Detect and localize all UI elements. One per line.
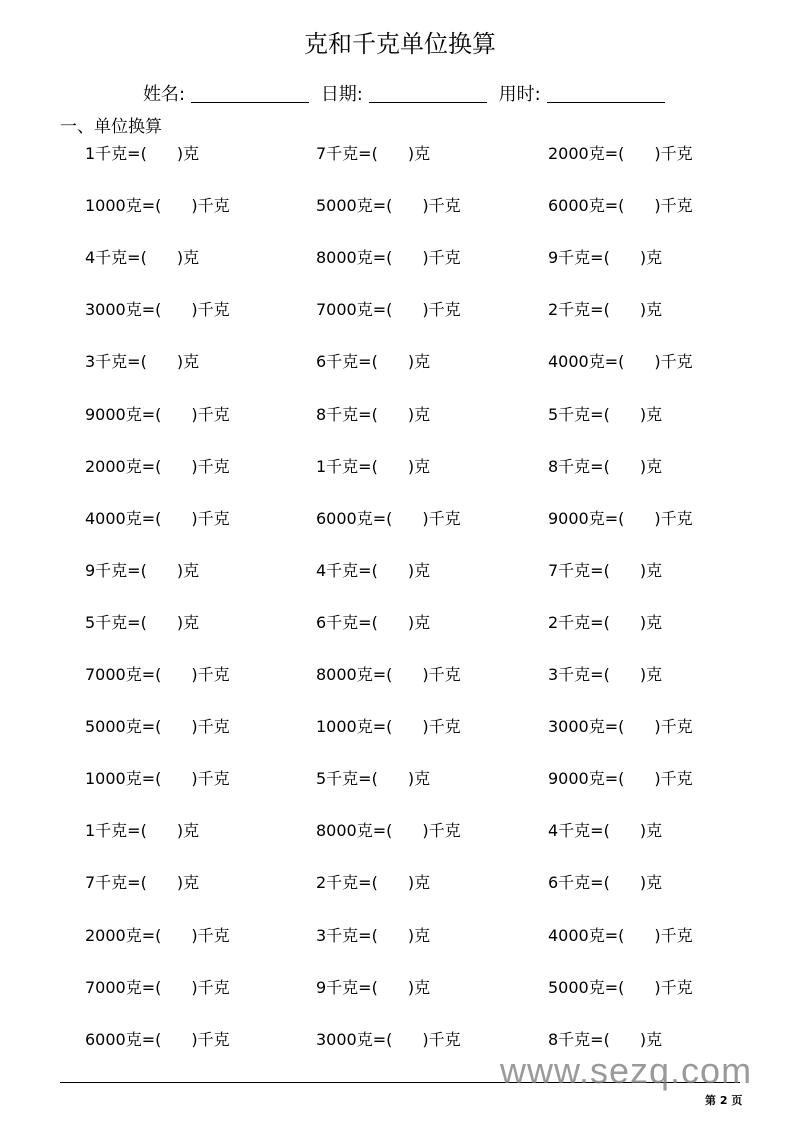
problem-unit: )克 xyxy=(176,352,200,372)
problem-question: 3千克=( xyxy=(548,665,610,684)
conversion-problem xyxy=(548,975,693,998)
problem-question: 4000克=( xyxy=(548,925,625,945)
conversion-problem xyxy=(85,662,230,685)
problem-unit: )克 xyxy=(407,456,431,476)
conversion-problem xyxy=(316,193,461,216)
problem-question: 5千克=( xyxy=(316,769,378,789)
problem-unit: )千克 xyxy=(422,665,461,684)
conversion-problem xyxy=(548,245,662,268)
problem-question: 2千克=( xyxy=(548,612,610,632)
problem-row xyxy=(0,870,800,894)
problem-question: 4000克=( xyxy=(548,352,625,372)
conversion-problem xyxy=(316,245,461,268)
problem-row xyxy=(0,349,800,373)
problem-row xyxy=(0,506,800,530)
conversion-problem xyxy=(85,766,230,789)
problem-unit: )千克 xyxy=(654,769,693,789)
problem-question: 6千克=( xyxy=(316,612,378,632)
conversion-problem xyxy=(316,610,430,633)
problem-unit: )克 xyxy=(639,612,663,632)
problem-question: 1000克=( xyxy=(85,769,162,789)
problem-unit: )千克 xyxy=(654,977,693,997)
problem-question: 3000克=( xyxy=(316,1029,393,1049)
problem-question: 1千克=( xyxy=(85,821,147,841)
problem-unit: )千克 xyxy=(422,1029,461,1049)
conversion-problem xyxy=(316,818,461,841)
problem-question: 2000克=( xyxy=(85,456,162,476)
problem-unit: )克 xyxy=(407,612,431,632)
problem-unit: )千克 xyxy=(422,821,461,841)
problem-unit: )千克 xyxy=(654,196,693,216)
conversion-problem xyxy=(548,506,693,529)
problem-question: 7000克=( xyxy=(85,665,162,684)
conversion-problem xyxy=(85,245,199,268)
problem-question: 8千克=( xyxy=(548,456,610,476)
problem-unit: )千克 xyxy=(191,769,230,789)
problem-unit: )千克 xyxy=(191,300,230,320)
problem-question: 4千克=( xyxy=(316,560,378,580)
conversion-problem xyxy=(548,923,693,946)
problem-question: 9千克=( xyxy=(85,560,147,580)
conversion-problem xyxy=(548,662,662,685)
problem-question: 9000克=( xyxy=(548,508,625,528)
problem-row xyxy=(0,714,800,738)
conversion-problem xyxy=(548,818,662,841)
conversion-problem xyxy=(548,297,662,320)
problem-question: 8000克=( xyxy=(316,821,393,841)
problem-row xyxy=(0,766,800,790)
problem-unit: )克 xyxy=(639,560,663,580)
problem-unit: )千克 xyxy=(191,665,230,684)
time-blank[interactable] xyxy=(547,84,665,103)
problem-unit: )千克 xyxy=(654,508,693,528)
problem-question: 6千克=( xyxy=(316,352,378,372)
conversion-problem xyxy=(85,141,199,164)
problem-unit: )千克 xyxy=(422,508,461,528)
problem-unit: )克 xyxy=(639,456,663,476)
problem-unit: )千克 xyxy=(191,977,230,997)
problem-question: 9千克=( xyxy=(548,248,610,268)
conversion-problem xyxy=(316,558,430,581)
conversion-problem xyxy=(85,558,199,581)
problem-row xyxy=(0,402,800,426)
problem-row xyxy=(0,923,800,947)
conversion-problem xyxy=(316,141,430,164)
problem-question: 4千克=( xyxy=(548,821,610,841)
problem-question: 2千克=( xyxy=(548,300,610,320)
problem-question: 2000克=( xyxy=(85,925,162,945)
problem-unit: )克 xyxy=(639,248,663,268)
problem-question: 4千克=( xyxy=(85,248,147,268)
problem-question: 5000克=( xyxy=(316,196,393,216)
problem-unit: )克 xyxy=(176,612,200,632)
problem-question: 9千克=( xyxy=(316,977,378,997)
conversion-problem xyxy=(316,766,430,789)
problem-question: 2000克=( xyxy=(548,144,625,163)
conversion-problem xyxy=(85,975,230,998)
problem-unit: )千克 xyxy=(654,144,693,163)
date-label: 日期: xyxy=(320,84,363,105)
conversion-problem xyxy=(316,506,461,529)
conversion-problem xyxy=(316,870,430,893)
problem-question: 7千克=( xyxy=(316,144,378,163)
problem-question: 8千克=( xyxy=(548,1029,610,1049)
conversion-problem xyxy=(548,349,693,372)
problem-unit: )克 xyxy=(407,144,431,163)
problem-unit: )克 xyxy=(176,560,200,580)
conversion-problem xyxy=(548,610,662,633)
problem-question: 6000克=( xyxy=(85,1029,162,1049)
problem-question: 1千克=( xyxy=(85,144,147,163)
problem-unit: )千克 xyxy=(191,404,230,424)
conversion-problem xyxy=(316,402,430,425)
problem-unit: )千克 xyxy=(191,925,230,945)
conversion-problem xyxy=(548,141,693,164)
problem-unit: )千克 xyxy=(422,300,461,320)
conversion-problem xyxy=(85,297,230,320)
problem-question: 6000克=( xyxy=(548,196,625,216)
problem-unit: )克 xyxy=(407,769,431,789)
conversion-problem xyxy=(85,923,230,946)
conversion-problem xyxy=(85,610,199,633)
problem-question: 7000克=( xyxy=(85,977,162,997)
problem-unit: )千克 xyxy=(422,196,461,216)
conversion-problem xyxy=(316,1027,461,1050)
problem-unit: )克 xyxy=(176,144,200,163)
conversion-problem xyxy=(85,454,230,477)
problem-row xyxy=(0,818,800,842)
conversion-problem xyxy=(85,714,230,737)
name-label: 姓名: xyxy=(143,84,186,105)
problem-row xyxy=(0,141,800,165)
conversion-problem xyxy=(316,349,430,372)
problem-unit: )克 xyxy=(639,821,663,841)
problem-unit: )克 xyxy=(407,404,431,424)
problem-question: 1千克=( xyxy=(316,456,378,476)
conversion-problem xyxy=(316,975,430,998)
problem-unit: )千克 xyxy=(654,717,693,737)
problem-question: 5千克=( xyxy=(548,404,610,424)
conversion-problem xyxy=(85,506,230,529)
problem-unit: )克 xyxy=(407,925,431,945)
problem-question: 3000克=( xyxy=(85,300,162,320)
problem-unit: )千克 xyxy=(191,196,230,216)
conversion-problem xyxy=(548,558,662,581)
conversion-problem xyxy=(316,454,430,477)
problem-unit: )千克 xyxy=(654,925,693,945)
problem-row xyxy=(0,193,800,217)
problem-question: 3千克=( xyxy=(316,925,378,945)
problem-question: 5000克=( xyxy=(548,977,625,997)
problem-question: 9000克=( xyxy=(548,769,625,789)
conversion-problem xyxy=(85,818,199,841)
problem-question: 5千克=( xyxy=(85,612,147,632)
problem-unit: )千克 xyxy=(191,456,230,476)
name-blank[interactable] xyxy=(191,84,309,103)
conversion-problem xyxy=(316,662,461,685)
problem-question: 8千克=( xyxy=(316,404,378,424)
problem-question: 3000克=( xyxy=(548,717,625,737)
problem-row xyxy=(0,610,800,634)
conversion-problem xyxy=(85,1027,230,1050)
problem-question: 1000克=( xyxy=(85,196,162,216)
conversion-problem xyxy=(548,454,662,477)
conversion-problem xyxy=(548,1027,662,1050)
problem-unit: )千克 xyxy=(191,508,230,528)
problem-unit: )千克 xyxy=(422,717,461,737)
problem-unit: )克 xyxy=(639,1029,663,1049)
problem-question: 6000克=( xyxy=(316,508,393,528)
problem-question: 7千克=( xyxy=(85,873,147,893)
problem-question: 8000克=( xyxy=(316,665,393,684)
watermark: www.sezq.com xyxy=(500,1050,753,1091)
problem-question: 8000克=( xyxy=(316,248,393,268)
problem-question: 7000克=( xyxy=(316,300,393,320)
problem-row xyxy=(0,297,800,321)
conversion-problem xyxy=(548,766,693,789)
problem-unit: )克 xyxy=(639,404,663,424)
problem-row xyxy=(0,975,800,999)
problem-unit: )千克 xyxy=(422,248,461,268)
conversion-problem xyxy=(548,714,693,737)
problem-unit: )克 xyxy=(407,977,431,997)
problem-question: 5000克=( xyxy=(85,717,162,737)
section-title: 一、单位换算 xyxy=(60,117,162,137)
problem-unit: )克 xyxy=(176,821,200,841)
problem-unit: )克 xyxy=(407,873,431,893)
conversion-problem xyxy=(85,349,199,372)
problem-question: 3千克=( xyxy=(85,352,147,372)
problem-row xyxy=(0,558,800,582)
conversion-problem xyxy=(548,870,662,893)
problem-unit: )千克 xyxy=(654,352,693,372)
problem-row xyxy=(0,662,800,686)
time-label: 用时: xyxy=(498,84,541,105)
conversion-problem xyxy=(316,923,430,946)
problem-unit: )千克 xyxy=(191,1029,230,1049)
problem-question: 6千克=( xyxy=(548,873,610,893)
date-blank[interactable] xyxy=(369,84,487,103)
problem-question: 9000克=( xyxy=(85,404,162,424)
problem-question: 1000克=( xyxy=(316,717,393,737)
page-number: 第 2 页 xyxy=(705,1094,743,1107)
conversion-problem xyxy=(316,714,461,737)
problem-row xyxy=(0,245,800,269)
problem-unit: )克 xyxy=(176,873,200,893)
student-info xyxy=(143,80,671,106)
problem-unit: )克 xyxy=(407,352,431,372)
conversion-problem xyxy=(548,402,662,425)
conversion-problem xyxy=(316,297,461,320)
problem-question: 2千克=( xyxy=(316,873,378,893)
problem-row xyxy=(0,1027,800,1051)
problem-unit: )千克 xyxy=(191,717,230,737)
problem-unit: )克 xyxy=(639,665,663,684)
problem-unit: )克 xyxy=(639,873,663,893)
problem-unit: )克 xyxy=(407,560,431,580)
problem-row xyxy=(0,454,800,478)
problem-unit: )克 xyxy=(639,300,663,320)
conversion-problem xyxy=(85,870,199,893)
conversion-problem xyxy=(85,193,230,216)
conversion-problem xyxy=(548,193,693,216)
conversion-problem xyxy=(85,402,230,425)
problem-unit: )克 xyxy=(176,248,200,268)
problem-question: 7千克=( xyxy=(548,560,610,580)
worksheet-title: 克和千克单位换算 xyxy=(304,30,496,58)
problem-question: 4000克=( xyxy=(85,508,162,528)
